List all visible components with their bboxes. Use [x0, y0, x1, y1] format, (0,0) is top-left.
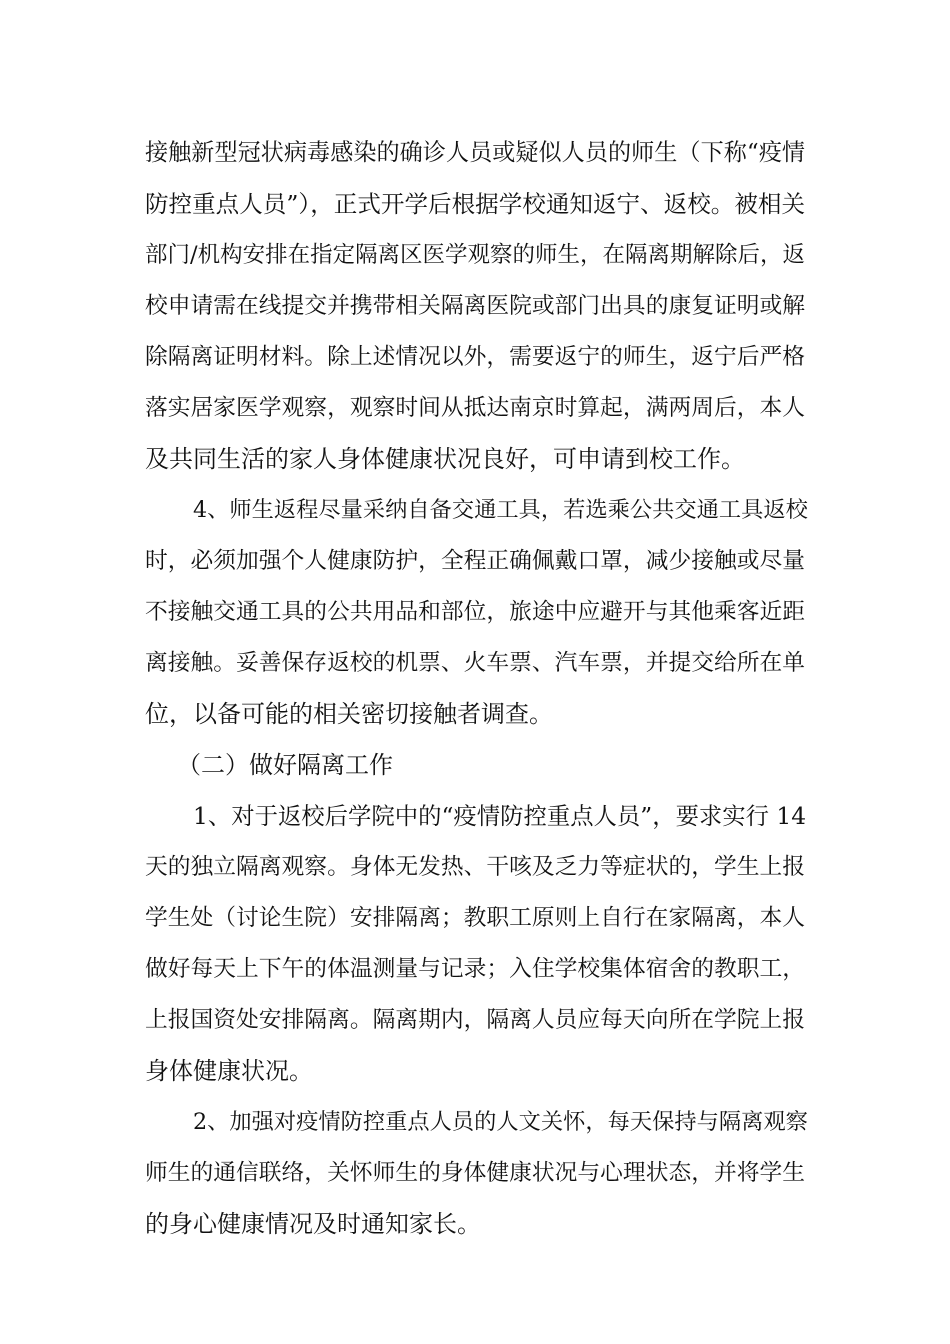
section-heading — [145, 740, 805, 791]
text-line: 的身心健康情况及时通知家长。 — [145, 1210, 481, 1238]
document-body — [145, 128, 808, 1250]
heading-text: （二）做好隔离工作 — [177, 751, 393, 779]
text-line: 天的独立隔离观察。身体无发热、干咳及乏力等症状的，学生上报 — [145, 854, 805, 880]
paragraph-return-rules — [145, 128, 805, 485]
text-line: 2、加强对疫情防控重点人员的人文关怀，每天保持与隔离观察 — [193, 1109, 808, 1135]
text-line: 时，必须加强个人健康防护，全程正确佩戴口罩，减少接触或尽量 — [145, 548, 805, 574]
paragraph-item-2 — [145, 1097, 808, 1250]
text-line: 1、对于返校后学院中的“疫情防控重点人员”，要求实行 14 — [193, 802, 807, 830]
text-line: 不接触交通工具的公共用品和部位，旅途中应避开与其他乘客近距 — [145, 599, 805, 625]
paragraph-item-4 — [145, 485, 808, 740]
text-line: 4、师生返程尽量采纳自备交通工具，若选乘公共交通工具返校 — [193, 497, 808, 523]
text-line: 除隔离证明材料。除上述情况以外，需要返宁的师生，返宁后严格 — [145, 344, 805, 370]
text-line: 学生处（讨论生院）安排隔离；教职工原则上自行在家隔离，本人 — [145, 905, 805, 931]
text-line: 离接触。妥善保存返校的机票、火车票、汽车票，并提交给所在单 — [145, 650, 805, 676]
text-line: 落实居家医学观察，观察时间从抵达南京时算起，满两周后，本人 — [145, 395, 805, 421]
text-line: 身体健康状况。 — [145, 1057, 313, 1085]
text-line: 上报国资处安排隔离。隔离期内，隔离人员应每天向所在学院上报 — [145, 1007, 805, 1033]
text-line: 师生的通信联络，关怀师生的身体健康状况与心理状态，并将学生 — [145, 1160, 805, 1186]
text-line: 校申请需在线提交并携带相关隔离医院或部门出具的康复证明或解 — [145, 293, 805, 319]
text-line: 部门/机构安排在指定隔离区医学观察的师生，在隔离期解除后，返 — [145, 242, 805, 268]
text-line: 防控重点人员”），正式开学后根据学校通知返宁、返校。被相关 — [145, 190, 805, 218]
paragraph-item-1 — [145, 791, 805, 1097]
text-line: 做好每天上下午的体温测量与记录；入住学校集体宿舍的教职工， — [145, 956, 805, 982]
text-line: 位，以备可能的相关密切接触者调查。 — [145, 700, 553, 728]
text-line: 接触新型冠状病毒感染的确诊人员或疑似人员的师生（下称“疫情 — [145, 140, 805, 166]
text-line: 及共同生活的家人身体健康状况良好，可申请到校工作。 — [145, 445, 745, 473]
